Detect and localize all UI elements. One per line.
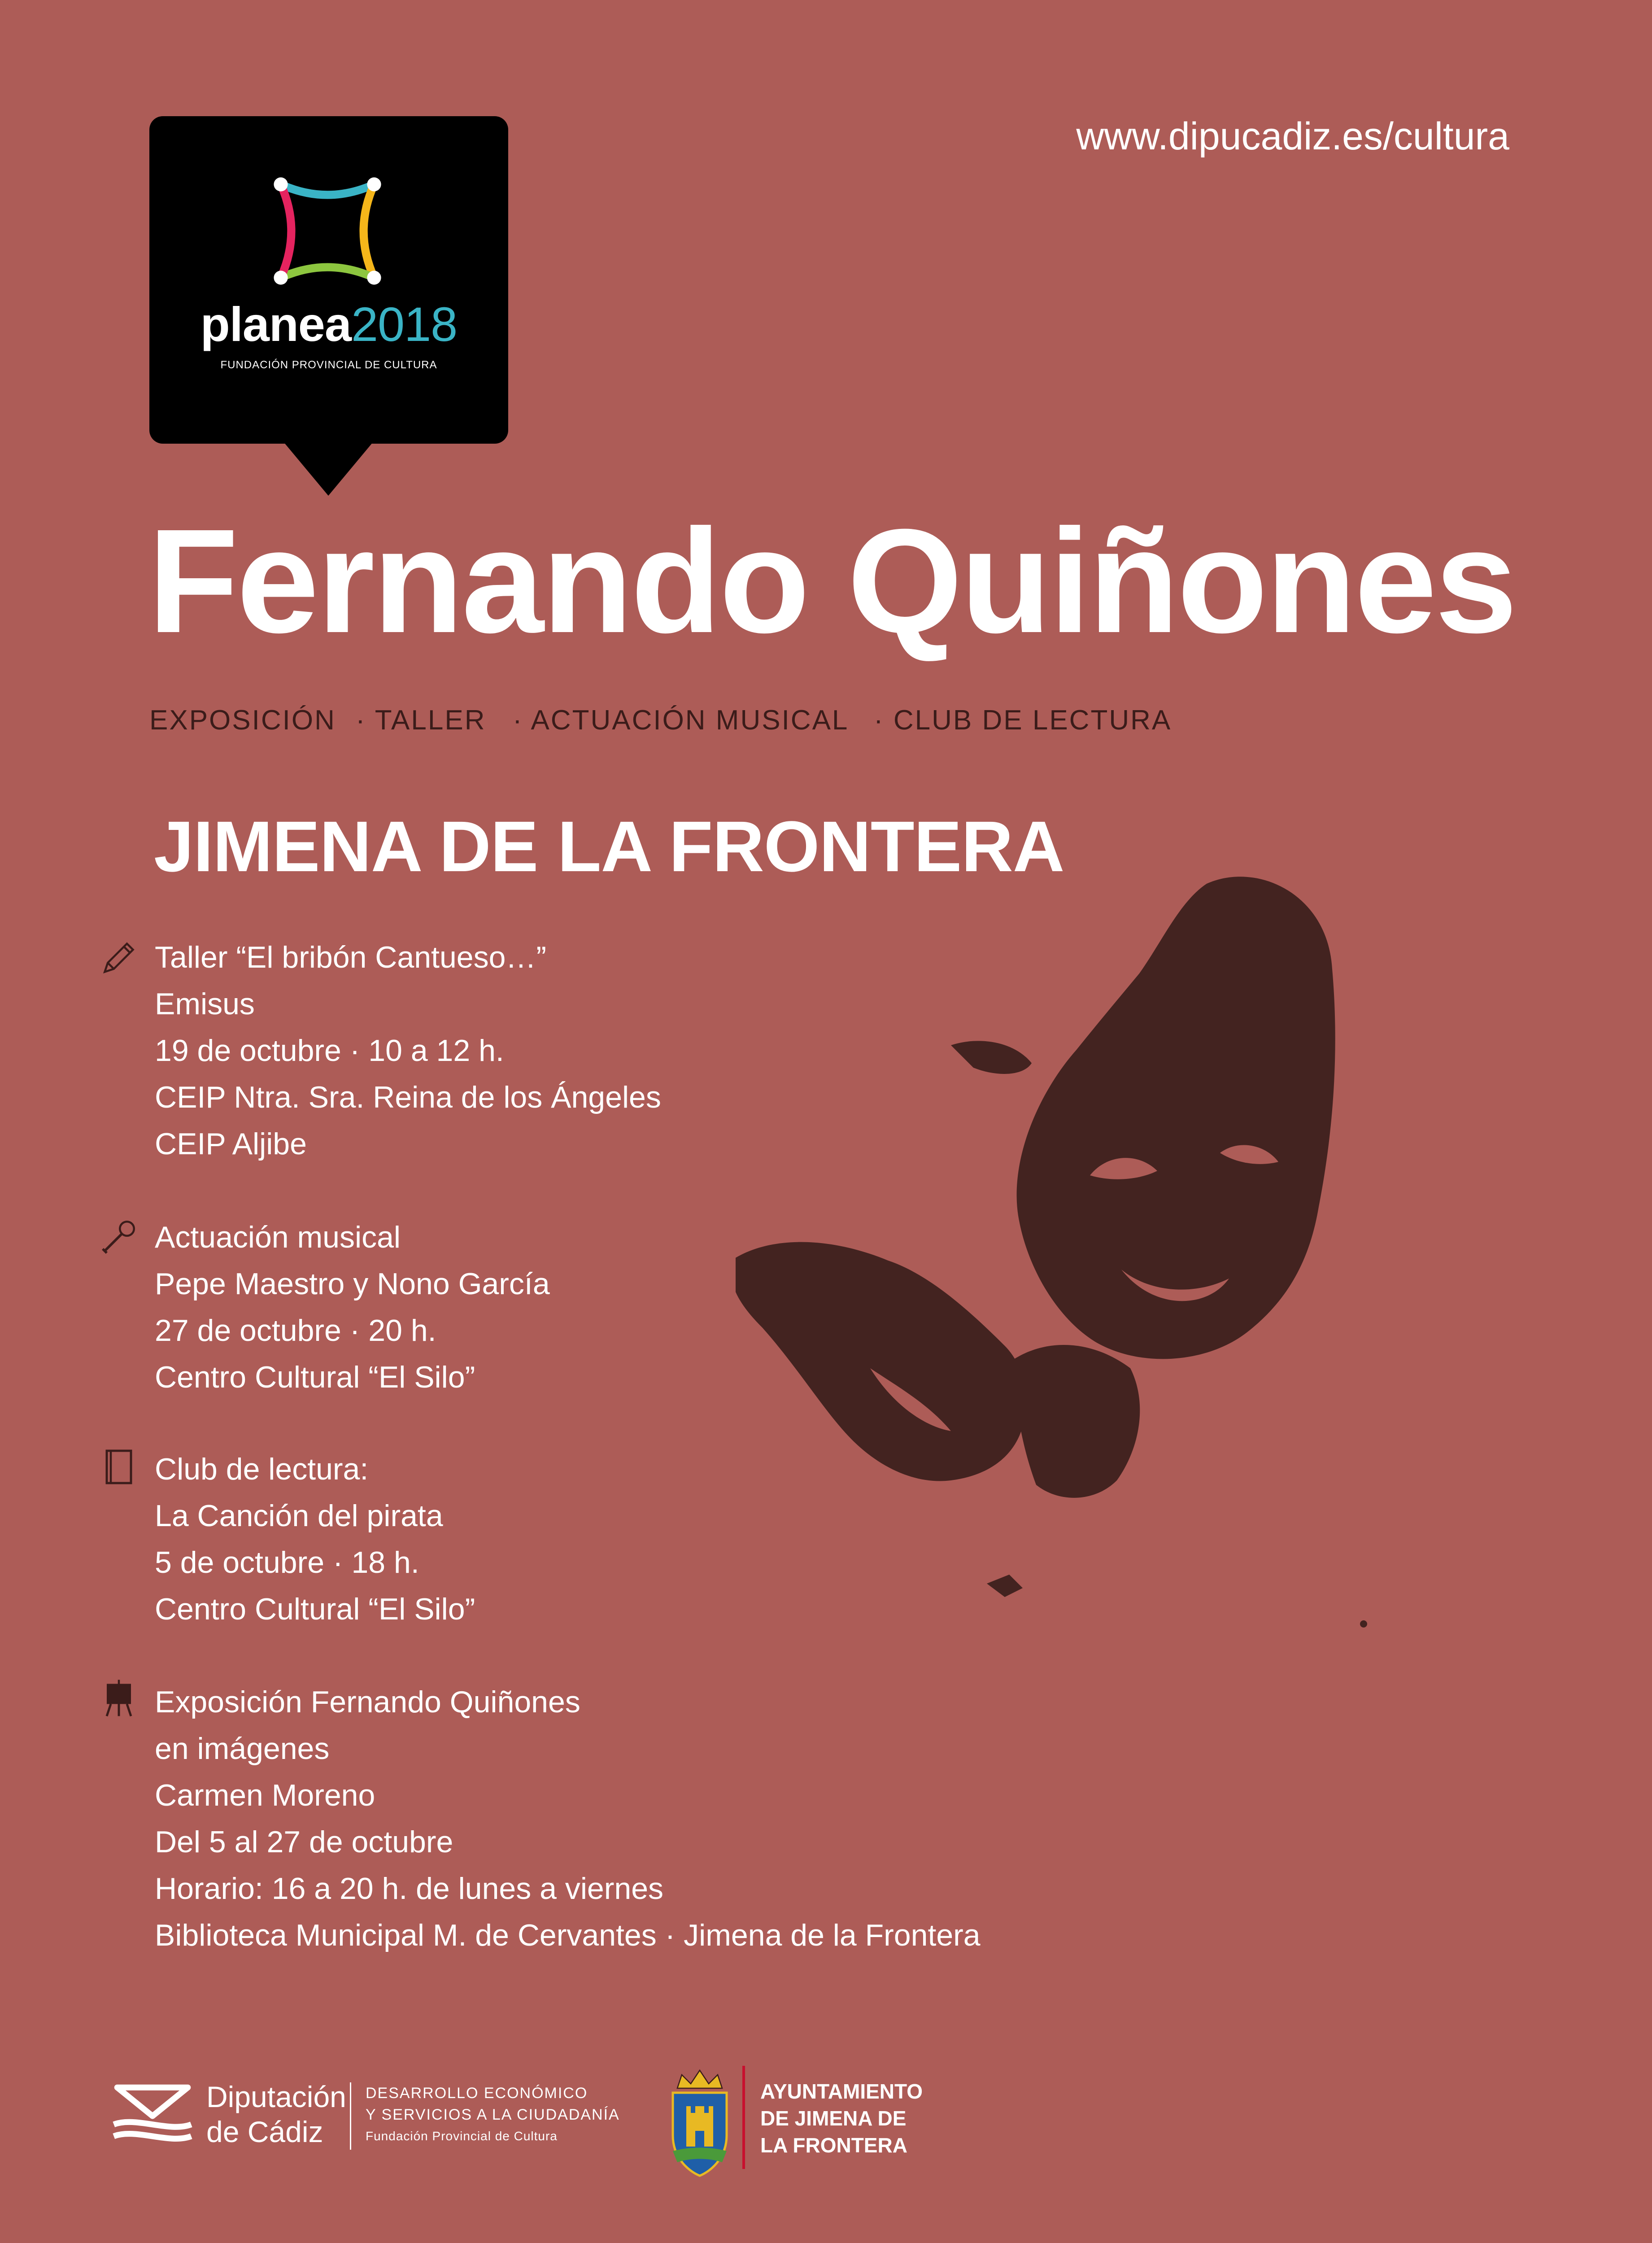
event-line: en imágenes	[155, 1732, 330, 1766]
footer	[0, 2055, 1652, 2189]
planea-wordmark	[149, 296, 508, 352]
event-line: Actuación musical	[155, 1220, 401, 1254]
planea-mark-icon	[269, 173, 386, 289]
event-line: 5 de octubre · 18 h.	[155, 1545, 419, 1580]
category-exposicion: EXPOSICIÓN	[149, 705, 336, 736]
diputacion-cadiz-logo-icon	[110, 2082, 195, 2150]
event-line: Centro Cultural “El Silo”	[155, 1360, 475, 1394]
diputacion-name	[206, 2079, 346, 2149]
category-taller: · TALLER	[356, 705, 486, 736]
event-line: Del 5 al 27 de octubre	[155, 1825, 453, 1859]
pencil-icon	[99, 938, 139, 978]
event-line: Horario: 16 a 20 h. de lunes a viernes	[155, 1872, 664, 1906]
planea-brand: planea	[200, 297, 351, 351]
event-line: Taller “El bribón Cantueso…”	[155, 940, 547, 974]
microphone-icon	[99, 1217, 139, 1257]
event-line: 19 de octubre · 10 a 12 h.	[155, 1034, 504, 1068]
diputacion-department	[366, 2082, 620, 2147]
event-line: Centro Cultural “El Silo”	[155, 1592, 475, 1626]
event-club	[155, 1446, 475, 1632]
category-actuacion: · ACTUACIÓN MUSICAL	[513, 705, 849, 736]
location-heading: JIMENA DE LA FRONTERA	[154, 806, 1064, 886]
footer-red-divider	[742, 2066, 745, 2169]
event-line: CEIP Ntra. Sra. Reina de los Ángeles	[155, 1080, 661, 1114]
event-line: Carmen Moreno	[155, 1778, 375, 1812]
planea-year: 2018	[351, 297, 458, 351]
event-line: Exposición Fernando Quiñones	[155, 1685, 580, 1719]
planea-subtitle: FUNDACIÓN PROVINCIAL DE CULTURA	[220, 359, 437, 371]
easel-icon	[99, 1678, 139, 1718]
event-exposicion	[155, 1679, 981, 1959]
logo-speech-tail	[283, 442, 373, 496]
ayuntamiento-name	[760, 2078, 923, 2159]
event-line: Biblioteca Municipal M. de Cervantes · Jimena de la Frontera	[155, 1918, 981, 1952]
footer-divider	[350, 2082, 351, 2150]
ayuntamiento-line: LA FRONTERA	[760, 2134, 907, 2157]
event-line: CEIP Aljibe	[155, 1127, 307, 1161]
event-line: Club de lectura:	[155, 1452, 369, 1486]
event-line: Pepe Maestro y Nono García	[155, 1267, 550, 1301]
department-line: DESARROLLO ECONÓMICO	[366, 2085, 588, 2102]
website-url[interactable]: www.dipucadiz.es/cultura	[1076, 115, 1509, 158]
page-title: Fernando Quiñones	[148, 498, 1516, 663]
event-line: Emisus	[155, 987, 255, 1021]
portrait-illustration	[736, 866, 1453, 1691]
category-club: · CLUB DE LECTURA	[874, 705, 1172, 736]
event-actuacion	[155, 1214, 550, 1401]
jimena-coat-of-arms-icon	[666, 2068, 733, 2180]
diputacion-name-line: Diputación	[206, 2080, 346, 2113]
event-line: La Canción del pirata	[155, 1499, 443, 1533]
diputacion-name-line: de Cádiz	[206, 2115, 323, 2148]
ayuntamiento-line: AYUNTAMIENTO	[760, 2080, 923, 2103]
ayuntamiento-line: DE JIMENA DE	[760, 2107, 907, 2130]
department-line: Y SERVICIOS A LA CIUDADANÍA	[366, 2106, 620, 2123]
book-icon	[99, 1447, 139, 1487]
event-taller	[155, 934, 661, 1167]
department-line: Fundación Provincial de Cultura	[366, 2129, 558, 2143]
event-line: 27 de octubre · 20 h.	[155, 1314, 436, 1348]
